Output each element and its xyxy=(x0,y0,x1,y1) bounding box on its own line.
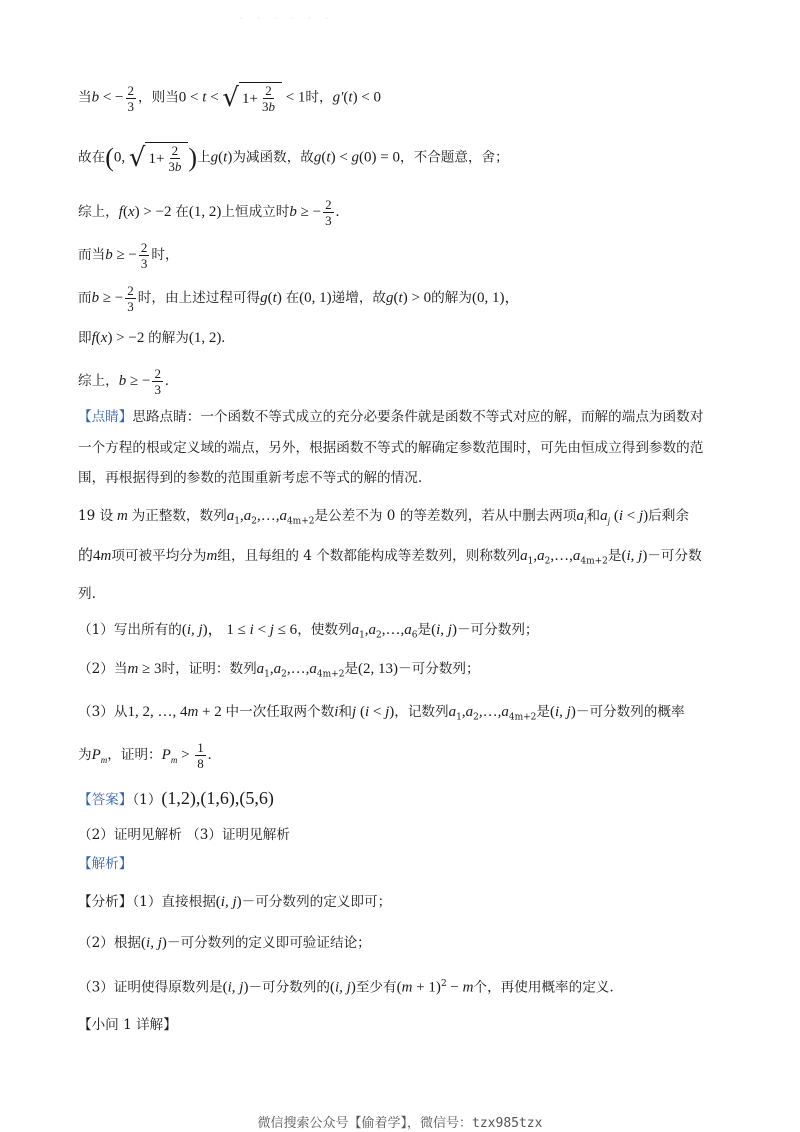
footer-watermark: 微信搜索公众号【偷着学】，微信号：tzx985tzx xyxy=(257,1116,543,1131)
question-19-line-3: 列. xyxy=(78,586,96,602)
answer-line-2: （2）证明见解析 （3）证明见解析 xyxy=(78,827,290,843)
text-line-4: 而当b ≥ − $\frac{2}{3}$ 时， xyxy=(78,240,179,271)
text-line-2: 故在(0, √ 1+ $\frac{2}{3b}$ )上g(t)为减函数，故g(t) < g(0) = 0，不合题意，舍； xyxy=(78,143,509,174)
question-19-line-2: 的4m项可被平均分为m组，且每组的 4 个数都能构成等差数列，则称数列$a_1,a_2,\dots,a_{4m+2}$是(i, j)－可分数 xyxy=(78,548,702,567)
question-19-line-1: 19 设 m 为正整数，数列$a_1,a_2,\dots,a_{4m+2}$是公差不为 0 的等差数列，若从中删去两项$a_i$和$a_j$ (i < j)后剩余 xyxy=(78,508,689,527)
fenxi-line-2: （2）根据(i, j)－可分数列的定义即可验证结论； xyxy=(78,935,371,951)
part-3-line-1: （3）从1, 2, …, 4m + 2 中一次任取两个数i和j (i < j)，记数列$a_1,a_2,\dots,a_{4m+2}$是(i, j)－可分数列的概率 xyxy=(78,704,685,723)
comment-line-2: 一个方程的根或定义域的端点，另外，根据函数不等式的解确定参数范围时，可先由恒成立得到参数的范 xyxy=(78,440,704,456)
fenxi-line-1: 【分析】（1）直接根据(i, j)－可分数列的定义即可； xyxy=(78,894,392,910)
answer-line-1: 【答案】（1）(1,2),(1,6),(5,6) xyxy=(78,788,274,808)
faded-header: · · · · · · xyxy=(240,14,334,23)
text-line-6: 即f(x) > −2 的解为(1, 2). xyxy=(78,330,226,346)
subquestion-1-heading: 【小问 1 详解】 xyxy=(78,1017,177,1033)
fenxi-line-3: （3）证明使得原数列是(i, j)－可分数列的(i, j)至少有$(m + 1)^2 - m$个，再使用概率的定义. xyxy=(78,979,614,996)
comment-line-3: 围，再根据得到的参数的范围重新考虑不等式的解的情况. xyxy=(78,470,423,486)
analysis-tag: 【解析】 xyxy=(78,856,133,872)
part-3-line-2: 为$P_m$，证明：$P_m$ > $\frac{1}{8}$ . xyxy=(78,740,212,771)
comment-tag: 【点睛】 xyxy=(78,409,133,425)
text-line-3: 综上，f(x) > −2 在(1, 2)上恒成立时b ≥ − $\frac{2}{3}$ . xyxy=(78,197,340,228)
answer-tag: 【答案】 xyxy=(78,792,133,808)
fenxi-tag: 【分析】 xyxy=(78,894,133,910)
comment-line-1: 【点睛】思路点睛：一个函数不等式成立的充分必要条件就是函数不等式对应的解，而解的端点为函数对 xyxy=(78,409,704,425)
part-1: （1）写出所有的(i, j)， 1 ≤ i < j ≤ 6，使数列$a_1,a_2,\dots,a_6$是(i, j)－可分数列； xyxy=(78,622,539,641)
part-2: （2）当m ≥ 3时，证明：数列$a_1,a_2,\dots,a_{4m+2}$是(2, 13)－可分数列； xyxy=(78,661,480,680)
analysis-tag-line xyxy=(78,853,740,875)
text-line-5: 而b ≥ − $\frac{2}{3}$ 时，由上述过程可得g(t) 在(0, 1)递增，故g(t) > 0的解为(0, 1)， xyxy=(78,283,520,314)
text-line-7: 综上，b ≥ − $\frac{2}{3}$ . xyxy=(78,366,169,397)
text-line-1: 当b < − $\frac{2}{3}$ ，则当0 < t < √ 1+ $\frac{2}{3b}$ < 1时，g′(t) < 0 xyxy=(78,82,382,114)
